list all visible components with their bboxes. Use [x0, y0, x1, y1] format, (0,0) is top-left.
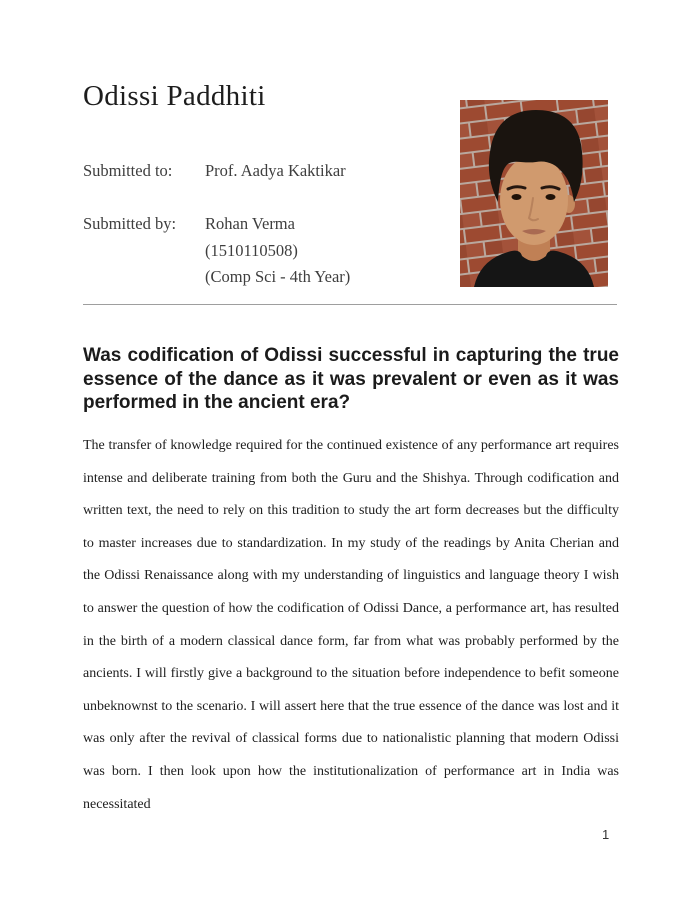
submitted-by-row	[83, 211, 350, 291]
submitted-to-row	[83, 161, 346, 181]
body-paragraph: The transfer of knowledge required for the continued existence of any performance art requires intense and deliberate training from both the Guru and the Shishya. Through codification and written text, the need to rely on this tradition to study the art form decreases but the difficulty to master increases due to standardization. In my study of the readings by Anita Cherian and the Odissi Renaissance along with my understanding of linguistics and language theory I wish to answer the question of how the codification of Odissi Dance, a performance art, has resulted in the birth of a modern classical dance form, far from what was probably performed by the ancients. I will firstly give a background to the situation before independence to befit someone unbeknownst to the scenario. I will assert here that the true essence of the dance was lost and it was only after the revival of classical forms due to nationalistic planning that modern Odissi was born. I then look upon how the institutionalization of performance art in India was necessitated	[83, 438, 619, 812]
submitted-to-label: Submitted to:	[83, 161, 173, 180]
submitted-by-roll: (1510110508)	[205, 240, 298, 260]
submitted-by-values	[205, 211, 350, 291]
submitted-by-course: (Comp Sci - 4th Year)	[205, 267, 351, 286]
student-photo-illustration	[460, 100, 608, 287]
divider-line	[83, 304, 617, 305]
question-heading: Was codification of Odissi successful in capturing the true essence of the dance as it was prevalent or even as it was performed in the ancient era?	[83, 345, 619, 413]
student-photo	[460, 100, 608, 287]
submitted-to-value: Prof. Aadya Kaktikar	[205, 161, 346, 180]
submitted-by-label: Submitted by:	[83, 214, 177, 233]
submitted-by-name: Rohan Verma	[205, 214, 295, 233]
page-number: 1	[602, 827, 610, 842]
page-title: Odissi Paddhiti	[83, 80, 266, 112]
